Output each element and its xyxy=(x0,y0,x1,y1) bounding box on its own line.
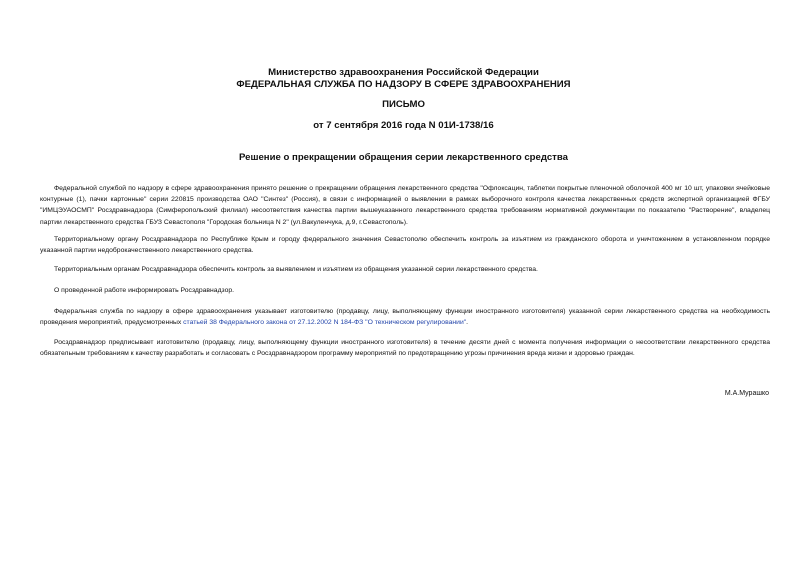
paragraph-text: Федеральная служба по надзору в сфере здравоохранения указывает изготовителю (продавцу, лицу, выполняющему функции иностранного изготовителя) указанной серии лекарственного средства на необходимость проведения мероприятий, предусмотренных xyxy=(40,308,770,327)
paragraph-prescription: Росздравнадзор предписывает изготовителю (продавцу, лицу, выполняющему функции иностранного изготовителя) в течение десяти дней с момента получения информации о несоответствии лекарственного средства обязательным требованиям к качеству разработать и согласовать с Росздравнадзором программу мероприятий по предотвращению угрозы причинения вреда жизни и здоровью граждан. xyxy=(40,339,770,358)
service-name: ФЕДЕРАЛЬНАЯ СЛУЖБА ПО НАДЗОРУ В СФЕРЕ ЗДРАВООХРАНЕНИЯ xyxy=(236,79,571,90)
paragraph-inform: О проведенной работе информировать Росздравнадзор. xyxy=(54,287,235,294)
paragraph-decision: Федеральной службой по надзору в сфере здравоохранения принято решение о прекращении обращения лекарственного средства "Офлоксацин, таблетки покрытые пленочной оболочкой 400 мг 10 шт, упаковки ячейковые контурные (1), пачки картонные" серии 220815 производства ОАО "Синтез" (Россия), в связи с информацией о выявлении в рамках выборочного контроля качества лекарственных средств экспертной организацией ФГБУ "ИМЦЭУАОСМП" Росздравнадзора (Симферопольский филиал) несоответствия качества партии вышеуказанного лекарственного средства требованиям нормативной документации по показателю "Растворение", владелец партии лекарственного средства ГБУЗ Севастополя "Городская больница N 2" (ул.Вакуленчука, д.9, г.Севастополь). xyxy=(40,185,770,226)
document-type: ПИСЬМО xyxy=(382,99,425,110)
paragraph-territorial-control: Территориальным органам Росздравнадзора обеспечить контроль за выявлением и изъятием из обращения указанной серии лекарственного средства. xyxy=(54,266,538,273)
signature: М.А.Мурашко xyxy=(724,390,769,397)
law-article-link[interactable]: статьей 38 Федерального закона от 27.12.2002 N 184-ФЗ "О техническом регулировании" xyxy=(183,319,467,327)
ministry-name: Министерство здравоохранения Российской Федерации xyxy=(268,67,539,78)
document-date-number: от 7 сентября 2016 года N 01И-1738/16 xyxy=(313,120,494,131)
paragraph-end: . xyxy=(466,319,469,327)
document-title: Решение о прекращении обращения серии лекарственного средства xyxy=(238,152,568,163)
paragraph-manufacturer-measures xyxy=(40,306,770,328)
paragraph-territorial-crimea: Территориальному органу Росздравнадзора по Республике Крым и городу федерального значения Севастополю обеспечить контроль за изъятием из гражданского оборота и уничтожением в установленном порядке указанной партии недоброкачественного лекарственного средства. xyxy=(40,236,770,255)
